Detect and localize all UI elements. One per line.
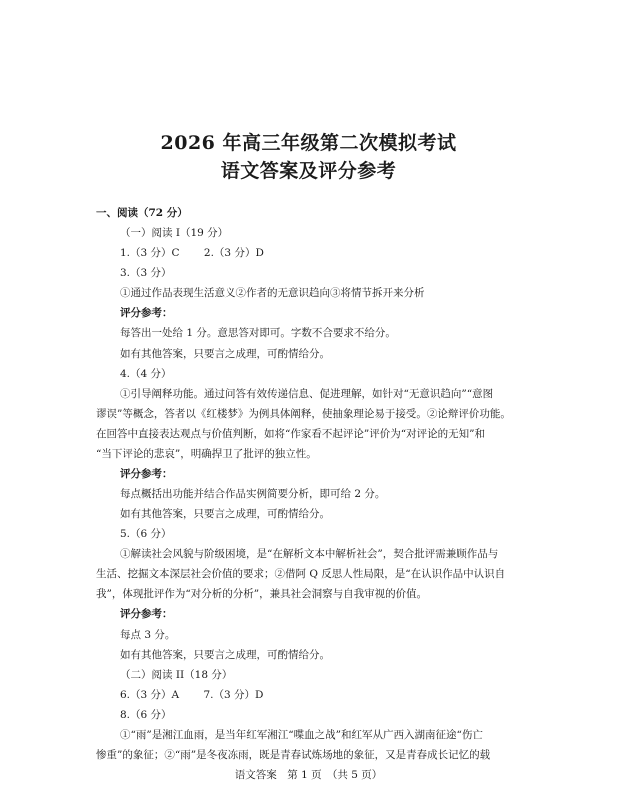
text-line: 8.（6 分）	[120, 709, 172, 721]
heading-line: 一、阅读（72 分）	[96, 207, 188, 219]
text-line: 每点概括出功能并结合作品实例简要分析，即可给 2 分。	[120, 488, 386, 500]
text-line: 在回答中直接表达观点与价值判断，如将“作家看不起评论”评价为“对评论的无知”和	[96, 428, 485, 440]
text-line: 每点 3 分。	[120, 629, 176, 641]
text-line: ①通过作品表现生活意义②作者的无意识趋向③将情节拆开来分析	[120, 287, 425, 299]
text-line: 1.（3 分）C 2.（3 分）D	[120, 247, 264, 259]
text-line: ①解读社会风貌与阶级困境，是“在解析文本中解析社会”，契合批评需兼顾作品与	[120, 548, 499, 560]
text-line: 6.（3 分）A 7.（3 分）D	[120, 689, 264, 701]
exam-title: 2026 年高三年级第二次模拟考试	[160, 132, 457, 154]
text-line: “当下评论的悲哀”，明确捍卫了批评的独立性。	[96, 448, 317, 460]
heading-line: 评分参考：	[120, 307, 173, 319]
text-line: 4.（4 分）	[120, 368, 172, 380]
text-line: 生活、挖掘文本深层社会价值的要求；②借阿 Q 反思人性局限，是“在认识作品中认识自	[96, 568, 506, 580]
text-line: 惨重”的象征；②“雨”是冬夜冻雨，既是青春试炼场地的象征，又是青春成长记忆的载	[96, 749, 491, 761]
text-line: 如有其他答案，只要言之成理，可酌情给分。	[120, 348, 330, 360]
text-line: （二）阅读 II（18 分）	[120, 669, 233, 681]
text-line: 每答出一处给 1 分。意思答对即可。字数不合要求不给分。	[120, 327, 396, 339]
text-line: 我”，体现批评作为“对分析的分析”，兼具社会洞察与自我审视的价值。	[96, 588, 428, 600]
text-line: 5.（6 分）	[120, 528, 172, 540]
text-line: ①引导阐释功能。通过问答有效传递信息、促进理解，如针对“无意识趋向”“意图	[120, 388, 494, 400]
text-line: 如有其他答案，只要言之成理，可酌情给分。	[120, 508, 330, 520]
answer-subtitle: 语文答案及评分参考	[220, 160, 397, 182]
text-line: 3.（3 分）	[120, 267, 172, 279]
text-line: 谬误”等概念，答者以《红楼梦》为例具体阐释，使抽象理论易于接受。②论辩评价功能。	[96, 408, 511, 420]
text-line: （一）阅读 I（19 分）	[120, 227, 229, 239]
heading-line: 评分参考：	[120, 468, 173, 480]
text-line: ①“雨”是湘江血雨，是当年红军湘江“喋血之战”和红军从广西入湖南征途“伤亡	[120, 729, 483, 741]
text-line: 如有其他答案，只要言之成理，可酌情给分。	[120, 649, 330, 661]
page-footer: 语文答案 第 1 页 （共 5 页）	[234, 769, 383, 781]
heading-line: 评分参考：	[120, 608, 173, 620]
